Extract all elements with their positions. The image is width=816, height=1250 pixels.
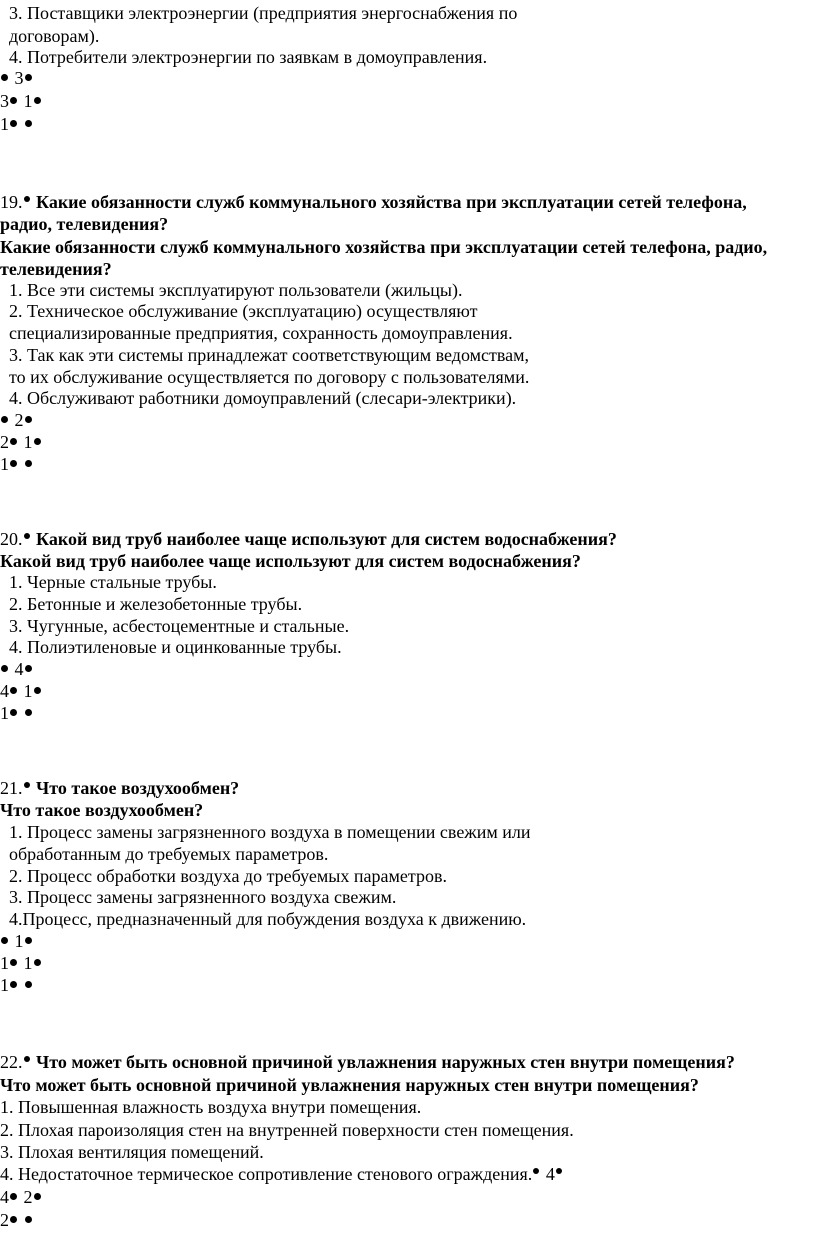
option-3: 3. Процесс замены загрязненного воздуха свежим. bbox=[9, 887, 397, 907]
question-19-title bbox=[0, 191, 747, 214]
answer-line-a bbox=[0, 67, 34, 90]
option-2: 2. Плохая пароизоляция стен на внутренней поверхности стен помещения. bbox=[0, 1120, 574, 1140]
bullet-dot-icon bbox=[25, 460, 32, 467]
question-22-repeat: Что может быть основной причиной увлажнения наружных стен внутри помещения? bbox=[0, 1075, 699, 1095]
bullet-dot-icon bbox=[24, 196, 30, 202]
option-4: 4. Обслуживают работники домоуправлений (слесари-электрики). bbox=[9, 388, 517, 408]
question-22-title bbox=[0, 1051, 735, 1074]
answer-line-b bbox=[0, 1186, 43, 1209]
answer-value: 3 bbox=[14, 68, 24, 88]
bullet-dot-icon bbox=[34, 959, 41, 966]
question-19-title-line-2: радио, телевидения? bbox=[0, 214, 169, 234]
bullet-dot-icon bbox=[10, 438, 17, 445]
answer-value: 2 bbox=[14, 410, 24, 430]
bullet-dot-icon bbox=[10, 97, 17, 104]
answer-line-c bbox=[0, 702, 34, 725]
answer-value: 4 bbox=[14, 659, 24, 679]
question-number: 21. bbox=[0, 778, 23, 798]
option-2-line-2: специализированные предприятия, сохранность домоуправления. bbox=[9, 323, 513, 343]
option-3: 3. Плохая вентиляция помещений. bbox=[0, 1142, 264, 1162]
option-3-line-1: 3. Поставщики электроэнергии (предприятия энергоснабжения по bbox=[9, 3, 518, 23]
question-19-repeat-line-2: телевидения? bbox=[0, 259, 112, 279]
question-21-repeat: Что такое воздухообмен? bbox=[0, 800, 204, 820]
bullet-dot-icon bbox=[10, 1193, 17, 1200]
question-21-title bbox=[0, 777, 239, 800]
bullet-dot-icon bbox=[34, 1193, 41, 1200]
bullet-dot-icon bbox=[1, 416, 8, 423]
question-20-title bbox=[0, 528, 617, 551]
answer-line-a bbox=[0, 930, 34, 953]
option-4-with-answer bbox=[0, 1163, 564, 1186]
question-text: Что такое воздухообмен? bbox=[36, 778, 240, 798]
bullet-dot-icon bbox=[25, 665, 32, 672]
answer-line-c bbox=[0, 1209, 34, 1232]
question-19-repeat-line-1: Какие обязанности служб коммунального хозяйства при эксплуатации сетей телефона, радио, bbox=[0, 237, 768, 257]
answer-line-b bbox=[0, 90, 43, 113]
option-1-line-2: обработанным до требуемых параметров. bbox=[9, 844, 329, 864]
answer-line-a bbox=[0, 409, 34, 432]
answer-value: 1 bbox=[0, 114, 9, 134]
bullet-dot-icon bbox=[25, 1216, 32, 1223]
bullet-dot-icon bbox=[10, 981, 17, 988]
bullet-dot-icon bbox=[533, 1168, 539, 1174]
bullet-dot-icon bbox=[556, 1168, 562, 1174]
answer-value: 4 bbox=[0, 681, 9, 701]
option-4: 4. Полиэтиленовые и оцинкованные трубы. bbox=[9, 637, 342, 657]
answer-line-b bbox=[0, 952, 43, 975]
bullet-dot-icon bbox=[10, 460, 17, 467]
bullet-dot-icon bbox=[24, 1056, 30, 1062]
bullet-dot-icon bbox=[25, 74, 32, 81]
bullet-dot-icon bbox=[10, 1216, 17, 1223]
option-4: 4.Процесс, предназначенный для побуждения воздуха к движению. bbox=[9, 909, 527, 929]
option-3-line-2: то их обслуживание осуществляется по договору с пользователями. bbox=[9, 367, 530, 387]
answer-value: 1 bbox=[23, 432, 33, 452]
bullet-dot-icon bbox=[34, 438, 41, 445]
bullet-dot-icon bbox=[24, 533, 30, 539]
answer-value: 1 bbox=[0, 703, 9, 723]
bullet-dot-icon bbox=[25, 937, 32, 944]
bullet-dot-icon bbox=[25, 120, 32, 127]
answer-value: 1 bbox=[23, 681, 33, 701]
bullet-dot-icon bbox=[10, 120, 17, 127]
bullet-dot-icon bbox=[10, 959, 17, 966]
bullet-dot-icon bbox=[10, 709, 17, 716]
answer-value: 2 bbox=[23, 1187, 33, 1207]
answer-value: 2 bbox=[0, 1210, 9, 1230]
answer-line-b bbox=[0, 680, 43, 703]
bullet-dot-icon bbox=[10, 687, 17, 694]
option-3: 3. Чугунные, асбестоцементные и стальные. bbox=[9, 616, 350, 636]
option-2: 2. Бетонные и железобетонные трубы. bbox=[9, 594, 303, 614]
answer-line-c bbox=[0, 974, 34, 997]
answer-value: 1 bbox=[0, 953, 9, 973]
answer-value: 4 bbox=[0, 1187, 9, 1207]
answer-value: 1 bbox=[14, 931, 24, 951]
question-text: Какой вид труб наиболее чаще используют для систем водоснабжения? bbox=[36, 529, 617, 549]
option-4: 4. Недостаточное термическое сопротивление стенового ограждения. bbox=[0, 1164, 533, 1184]
option-1-line-1: 1. Процесс замены загрязненного воздуха в помещении свежим или bbox=[9, 822, 531, 842]
option-4: 4. Потребители электроэнергии по заявкам в домоуправления. bbox=[9, 47, 488, 67]
answer-line-b bbox=[0, 431, 43, 454]
bullet-dot-icon bbox=[25, 416, 32, 423]
question-20-repeat: Какой вид труб наиболее чаще используют для систем водоснабжения? bbox=[0, 551, 581, 571]
option-3-line-2: договорам). bbox=[9, 26, 100, 46]
bullet-dot-icon bbox=[1, 74, 8, 81]
answer-value: 3 bbox=[0, 91, 9, 111]
answer-value: 1 bbox=[0, 454, 9, 474]
answer-line-c bbox=[0, 453, 34, 476]
question-number: 19. bbox=[0, 192, 23, 212]
question-text: Какие обязанности служб коммунального хозяйства при эксплуатации сетей телефона, bbox=[36, 192, 747, 212]
bullet-dot-icon bbox=[34, 687, 41, 694]
option-1: 1. Все эти системы эксплуатируют пользователи (жильцы). bbox=[9, 280, 463, 300]
answer-value: 1 bbox=[0, 975, 9, 995]
bullet-dot-icon bbox=[34, 97, 41, 104]
answer-line-a bbox=[0, 658, 34, 681]
answer-value: 2 bbox=[0, 432, 9, 452]
answer-value: 1 bbox=[23, 91, 33, 111]
answer-value: 1 bbox=[23, 953, 33, 973]
bullet-dot-icon bbox=[25, 981, 32, 988]
bullet-dot-icon bbox=[1, 665, 8, 672]
option-2: 2. Процесс обработки воздуха до требуемых параметров. bbox=[9, 866, 447, 886]
answer-line-c bbox=[0, 113, 34, 136]
question-number: 20. bbox=[0, 529, 23, 549]
option-1: 1. Повышенная влажность воздуха внутри помещения. bbox=[0, 1097, 422, 1117]
option-1: 1. Черные стальные трубы. bbox=[9, 572, 217, 592]
question-text: Что может быть основной причиной увлажнения наружных стен внутри помещения? bbox=[36, 1052, 735, 1072]
bullet-dot-icon bbox=[25, 709, 32, 716]
answer-value: 4 bbox=[545, 1164, 555, 1184]
bullet-dot-icon bbox=[24, 782, 30, 788]
bullet-dot-icon bbox=[1, 937, 8, 944]
option-2-line-1: 2. Техническое обслуживание (эксплуатацию) осуществляют bbox=[9, 301, 478, 321]
option-3-line-1: 3. Так как эти системы принадлежат соответствующим ведомствам, bbox=[9, 345, 530, 365]
question-number: 22. bbox=[0, 1052, 23, 1072]
